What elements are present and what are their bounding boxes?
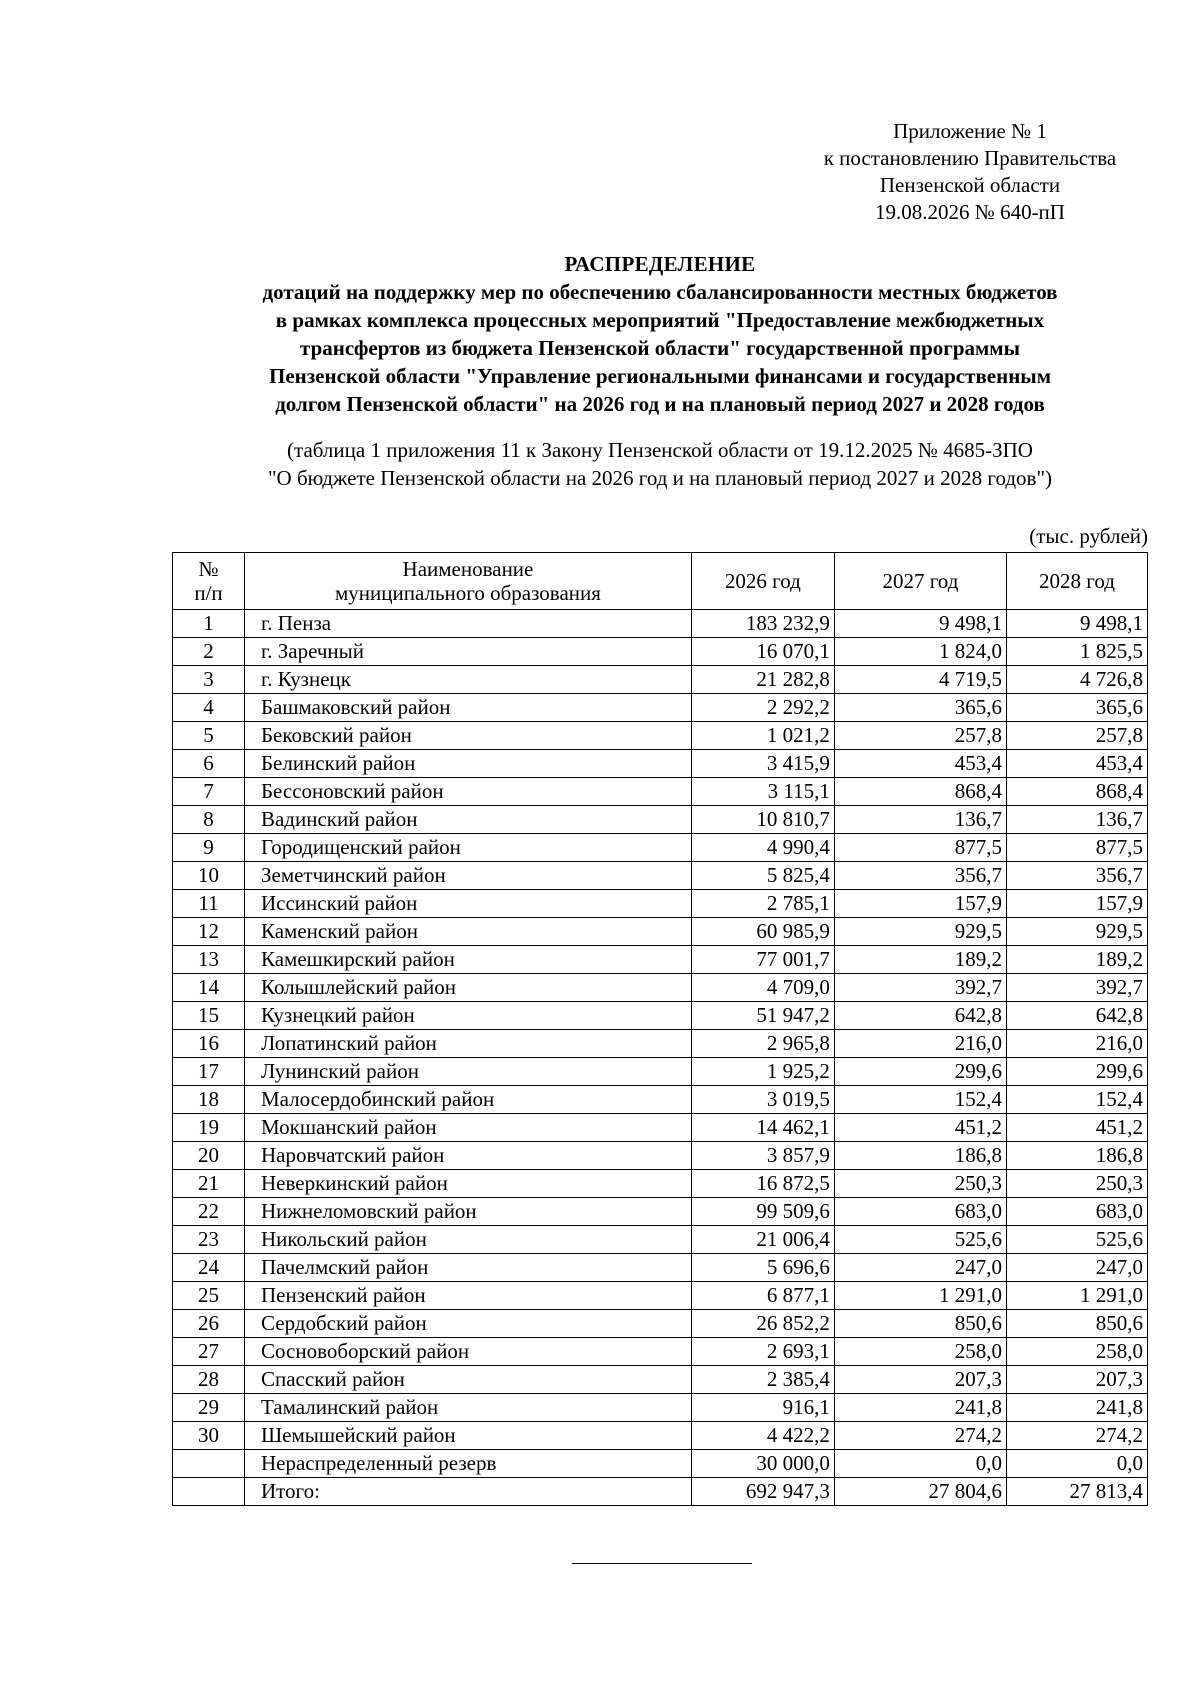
cell-2028: 258,0	[1007, 1338, 1148, 1366]
cell-number: 1	[173, 610, 245, 638]
header-number-line1: №	[198, 557, 219, 581]
cell-number: 18	[173, 1086, 245, 1114]
document-title	[120, 250, 1200, 418]
cell-number	[173, 1450, 245, 1478]
cell-2027: 392,7	[834, 974, 1006, 1002]
cell-name: Итого:	[244, 1478, 691, 1506]
cell-2026: 4 709,0	[691, 974, 834, 1002]
cell-name: Пензенский район	[244, 1282, 691, 1310]
cell-2028: 525,6	[1007, 1226, 1148, 1254]
cell-name: Тамалинский район	[244, 1394, 691, 1422]
cell-2028: 642,8	[1007, 1002, 1148, 1030]
cell-name: Бековский район	[244, 722, 691, 750]
table-row	[173, 1114, 1148, 1142]
cell-name: Никольский район	[244, 1226, 691, 1254]
cell-2027: 453,4	[834, 750, 1006, 778]
cell-2028: 868,4	[1007, 778, 1148, 806]
cell-number: 22	[173, 1198, 245, 1226]
appendix-line: к постановлению Правительства	[823, 146, 1117, 170]
cell-2026: 3 415,9	[691, 750, 834, 778]
cell-name: Лопатинский район	[244, 1030, 691, 1058]
cell-number: 25	[173, 1282, 245, 1310]
table-row	[173, 1142, 1148, 1170]
cell-2026: 692 947,3	[691, 1478, 834, 1506]
cell-2028: 136,7	[1007, 806, 1148, 834]
cell-name: Камешкирский район	[244, 946, 691, 974]
cell-number: 14	[173, 974, 245, 1002]
cell-2027: 189,2	[834, 946, 1006, 974]
cell-name: Малосердобинский район	[244, 1086, 691, 1114]
cell-2026: 21 006,4	[691, 1226, 834, 1254]
cell-2028: 207,3	[1007, 1366, 1148, 1394]
header-number-line2: п/п	[194, 581, 223, 605]
cell-2027: 136,7	[834, 806, 1006, 834]
cell-number: 23	[173, 1226, 245, 1254]
cell-name: Колышлейский район	[244, 974, 691, 1002]
cell-number: 26	[173, 1310, 245, 1338]
units-label: (тыс. рублей)	[1029, 524, 1148, 548]
cell-2026: 4 422,2	[691, 1422, 834, 1450]
cell-name: Городищенский район	[244, 834, 691, 862]
cell-number: 20	[173, 1142, 245, 1170]
cell-2026: 3 857,9	[691, 1142, 834, 1170]
cell-2027: 929,5	[834, 918, 1006, 946]
cell-name: Бессоновский район	[244, 778, 691, 806]
table-row	[173, 1310, 1148, 1338]
cell-2027: 274,2	[834, 1422, 1006, 1450]
title-line: дотаций на поддержку мер по обеспечению сбалансированности местных бюджетов	[262, 280, 1058, 304]
cell-2027: 241,8	[834, 1394, 1006, 1422]
cell-2026: 1 925,2	[691, 1058, 834, 1086]
cell-2026: 1 021,2	[691, 722, 834, 750]
cell-name: Земетчинский район	[244, 862, 691, 890]
table-row	[173, 1366, 1148, 1394]
appendix-line: Пензенской области	[879, 173, 1061, 197]
title-line: трансфертов из бюджета Пензенской области" государственной программы	[300, 336, 1020, 360]
cell-2027: 299,6	[834, 1058, 1006, 1086]
cell-2027: 258,0	[834, 1338, 1006, 1366]
cell-name: Сердобский район	[244, 1310, 691, 1338]
cell-number: 4	[173, 694, 245, 722]
cell-number: 7	[173, 778, 245, 806]
table-row	[173, 1086, 1148, 1114]
cell-2027: 157,9	[834, 890, 1006, 918]
table-row	[173, 1254, 1148, 1282]
title-line: в рамках комплекса процессных мероприятий "Предоставление межбюджетных	[275, 308, 1045, 332]
cell-2026: 2 693,1	[691, 1338, 834, 1366]
cell-number: 2	[173, 638, 245, 666]
title-line: Пензенской области "Управление региональными финансами и государственным	[268, 364, 1051, 388]
cell-2028: 189,2	[1007, 946, 1148, 974]
table-row	[173, 610, 1148, 638]
cell-2027: 683,0	[834, 1198, 1006, 1226]
cell-2028: 250,3	[1007, 1170, 1148, 1198]
table-row	[173, 1170, 1148, 1198]
table-row	[173, 890, 1148, 918]
cell-name: Нераспределенный резерв	[244, 1450, 691, 1478]
cell-number: 10	[173, 862, 245, 890]
cell-number: 12	[173, 918, 245, 946]
table-row	[173, 946, 1148, 974]
table-row	[173, 1394, 1148, 1422]
cell-2026: 2 385,4	[691, 1366, 834, 1394]
cell-number: 6	[173, 750, 245, 778]
cell-2028: 683,0	[1007, 1198, 1148, 1226]
header-2028: 2028 год	[1007, 553, 1148, 610]
table-row	[173, 1002, 1148, 1030]
cell-2027: 186,8	[834, 1142, 1006, 1170]
table-row	[173, 722, 1148, 750]
cell-number: 17	[173, 1058, 245, 1086]
cell-number: 13	[173, 946, 245, 974]
table-header	[173, 553, 1148, 610]
cell-2026: 183 232,9	[691, 610, 834, 638]
cell-2027: 451,2	[834, 1114, 1006, 1142]
cell-2026: 3 019,5	[691, 1086, 834, 1114]
table-row	[173, 1030, 1148, 1058]
cell-2027: 642,8	[834, 1002, 1006, 1030]
cell-name: Неверкинский район	[244, 1170, 691, 1198]
header-name	[244, 553, 691, 610]
cell-2026: 51 947,2	[691, 1002, 834, 1030]
cell-2028: 453,4	[1007, 750, 1148, 778]
cell-number: 11	[173, 890, 245, 918]
cell-2027: 850,6	[834, 1310, 1006, 1338]
cell-name: Иссинский район	[244, 890, 691, 918]
cell-2028: 0,0	[1007, 1450, 1148, 1478]
cell-name: Пачелмский район	[244, 1254, 691, 1282]
header-2026: 2026 год	[691, 553, 834, 610]
table-body	[173, 610, 1148, 1506]
table-row	[173, 1478, 1148, 1506]
table-row	[173, 834, 1148, 862]
cell-2027: 525,6	[834, 1226, 1006, 1254]
title-main: РАСПРЕДЕЛЕНИЕ	[564, 252, 756, 276]
cell-2026: 21 282,8	[691, 666, 834, 694]
header-name-line2: муниципального образования	[335, 581, 601, 605]
cell-2027: 207,3	[834, 1366, 1006, 1394]
cell-2026: 99 509,6	[691, 1198, 834, 1226]
cell-name: Вадинский район	[244, 806, 691, 834]
cell-2028: 929,5	[1007, 918, 1148, 946]
cell-2027: 0,0	[834, 1450, 1006, 1478]
distribution-table	[172, 552, 1148, 1506]
cell-2027: 868,4	[834, 778, 1006, 806]
cell-2026: 16 070,1	[691, 638, 834, 666]
header-number	[173, 553, 245, 610]
title-line: долгом Пензенской области" на 2026 год и на плановый период 2027 и 2028 годов	[275, 392, 1045, 416]
cell-2028: 365,6	[1007, 694, 1148, 722]
cell-2027: 247,0	[834, 1254, 1006, 1282]
cell-2028: 241,8	[1007, 1394, 1148, 1422]
appendix-line: 19.08.2026 № 640-пП	[875, 200, 1065, 224]
table-row	[173, 1338, 1148, 1366]
cell-name: Сосновоборский район	[244, 1338, 691, 1366]
cell-number	[173, 1478, 245, 1506]
cell-number: 30	[173, 1422, 245, 1450]
cell-2027: 9 498,1	[834, 610, 1006, 638]
cell-2028: 186,8	[1007, 1142, 1148, 1170]
cell-name: Шемышейский район	[244, 1422, 691, 1450]
cell-number: 29	[173, 1394, 245, 1422]
cell-number: 27	[173, 1338, 245, 1366]
cell-number: 28	[173, 1366, 245, 1394]
cell-2028: 157,9	[1007, 890, 1148, 918]
subtitle-line: "О бюджете Пензенской области на 2026 год и на плановый период 2027 и 2028 годов")	[267, 466, 1053, 490]
cell-2028: 27 813,4	[1007, 1478, 1148, 1506]
cell-2028: 247,0	[1007, 1254, 1148, 1282]
table-row	[173, 1450, 1148, 1478]
cell-name: г. Заречный	[244, 638, 691, 666]
cell-number: 8	[173, 806, 245, 834]
cell-number: 15	[173, 1002, 245, 1030]
header-name-line1: Наименование	[402, 557, 534, 581]
appendix-line: Приложение № 1	[893, 119, 1047, 143]
cell-2026: 6 877,1	[691, 1282, 834, 1310]
cell-2028: 392,7	[1007, 974, 1148, 1002]
header-2027: 2027 год	[834, 553, 1006, 610]
table-row	[173, 694, 1148, 722]
cell-2026: 5 825,4	[691, 862, 834, 890]
cell-number: 16	[173, 1030, 245, 1058]
cell-2027: 356,7	[834, 862, 1006, 890]
table-row	[173, 666, 1148, 694]
cell-name: г. Пенза	[244, 610, 691, 638]
cell-number: 24	[173, 1254, 245, 1282]
cell-2028: 299,6	[1007, 1058, 1148, 1086]
appendix-block	[760, 118, 1180, 226]
cell-2026: 5 696,6	[691, 1254, 834, 1282]
header-row	[173, 553, 1148, 610]
cell-2028: 451,2	[1007, 1114, 1148, 1142]
cell-2026: 60 985,9	[691, 918, 834, 946]
cell-name: Лунинский район	[244, 1058, 691, 1086]
cell-2026: 16 872,5	[691, 1170, 834, 1198]
table-row	[173, 778, 1148, 806]
table-row	[173, 974, 1148, 1002]
cell-2027: 365,6	[834, 694, 1006, 722]
table-row	[173, 1226, 1148, 1254]
table-row	[173, 1198, 1148, 1226]
cell-2027: 152,4	[834, 1086, 1006, 1114]
cell-2026: 3 115,1	[691, 778, 834, 806]
cell-2026: 14 462,1	[691, 1114, 834, 1142]
table-row	[173, 862, 1148, 890]
cell-name: Спасский район	[244, 1366, 691, 1394]
cell-2026: 4 990,4	[691, 834, 834, 862]
table-row	[173, 806, 1148, 834]
cell-number: 3	[173, 666, 245, 694]
cell-2028: 877,5	[1007, 834, 1148, 862]
cell-2026: 916,1	[691, 1394, 834, 1422]
cell-2027: 250,3	[834, 1170, 1006, 1198]
cell-number: 9	[173, 834, 245, 862]
cell-name: Кузнецкий район	[244, 1002, 691, 1030]
cell-2026: 30 000,0	[691, 1450, 834, 1478]
cell-number: 5	[173, 722, 245, 750]
document-subtitle	[120, 436, 1200, 492]
cell-2028: 1 825,5	[1007, 638, 1148, 666]
table-row	[173, 638, 1148, 666]
table-row	[173, 1422, 1148, 1450]
subtitle-line: (таблица 1 приложения 11 к Закону Пензенской области от 19.12.2025 № 4685-ЗПО	[287, 438, 1033, 462]
cell-2026: 2 785,1	[691, 890, 834, 918]
cell-2028: 850,6	[1007, 1310, 1148, 1338]
cell-2027: 1 291,0	[834, 1282, 1006, 1310]
cell-2027: 216,0	[834, 1030, 1006, 1058]
cell-number: 19	[173, 1114, 245, 1142]
cell-2027: 877,5	[834, 834, 1006, 862]
cell-2028: 216,0	[1007, 1030, 1148, 1058]
table-row	[173, 750, 1148, 778]
cell-2027: 27 804,6	[834, 1478, 1006, 1506]
cell-2028: 257,8	[1007, 722, 1148, 750]
cell-2028: 1 291,0	[1007, 1282, 1148, 1310]
cell-2026: 10 810,7	[691, 806, 834, 834]
table-row	[173, 1058, 1148, 1086]
cell-2028: 356,7	[1007, 862, 1148, 890]
cell-2028: 274,2	[1007, 1422, 1148, 1450]
cell-2026: 2 965,8	[691, 1030, 834, 1058]
end-divider	[572, 1563, 752, 1564]
cell-name: Наровчатский район	[244, 1142, 691, 1170]
cell-2027: 4 719,5	[834, 666, 1006, 694]
cell-2028: 152,4	[1007, 1086, 1148, 1114]
cell-2026: 26 852,2	[691, 1310, 834, 1338]
cell-name: Башмаковский район	[244, 694, 691, 722]
cell-name: Мокшанский район	[244, 1114, 691, 1142]
cell-name: Каменский район	[244, 918, 691, 946]
cell-2026: 2 292,2	[691, 694, 834, 722]
cell-name: Белинский район	[244, 750, 691, 778]
cell-2028: 9 498,1	[1007, 610, 1148, 638]
table-row	[173, 1282, 1148, 1310]
cell-2026: 77 001,7	[691, 946, 834, 974]
table-row	[173, 918, 1148, 946]
cell-2027: 1 824,0	[834, 638, 1006, 666]
cell-name: Нижнеломовский район	[244, 1198, 691, 1226]
cell-number: 21	[173, 1170, 245, 1198]
cell-2028: 4 726,8	[1007, 666, 1148, 694]
cell-name: г. Кузнецк	[244, 666, 691, 694]
cell-2027: 257,8	[834, 722, 1006, 750]
